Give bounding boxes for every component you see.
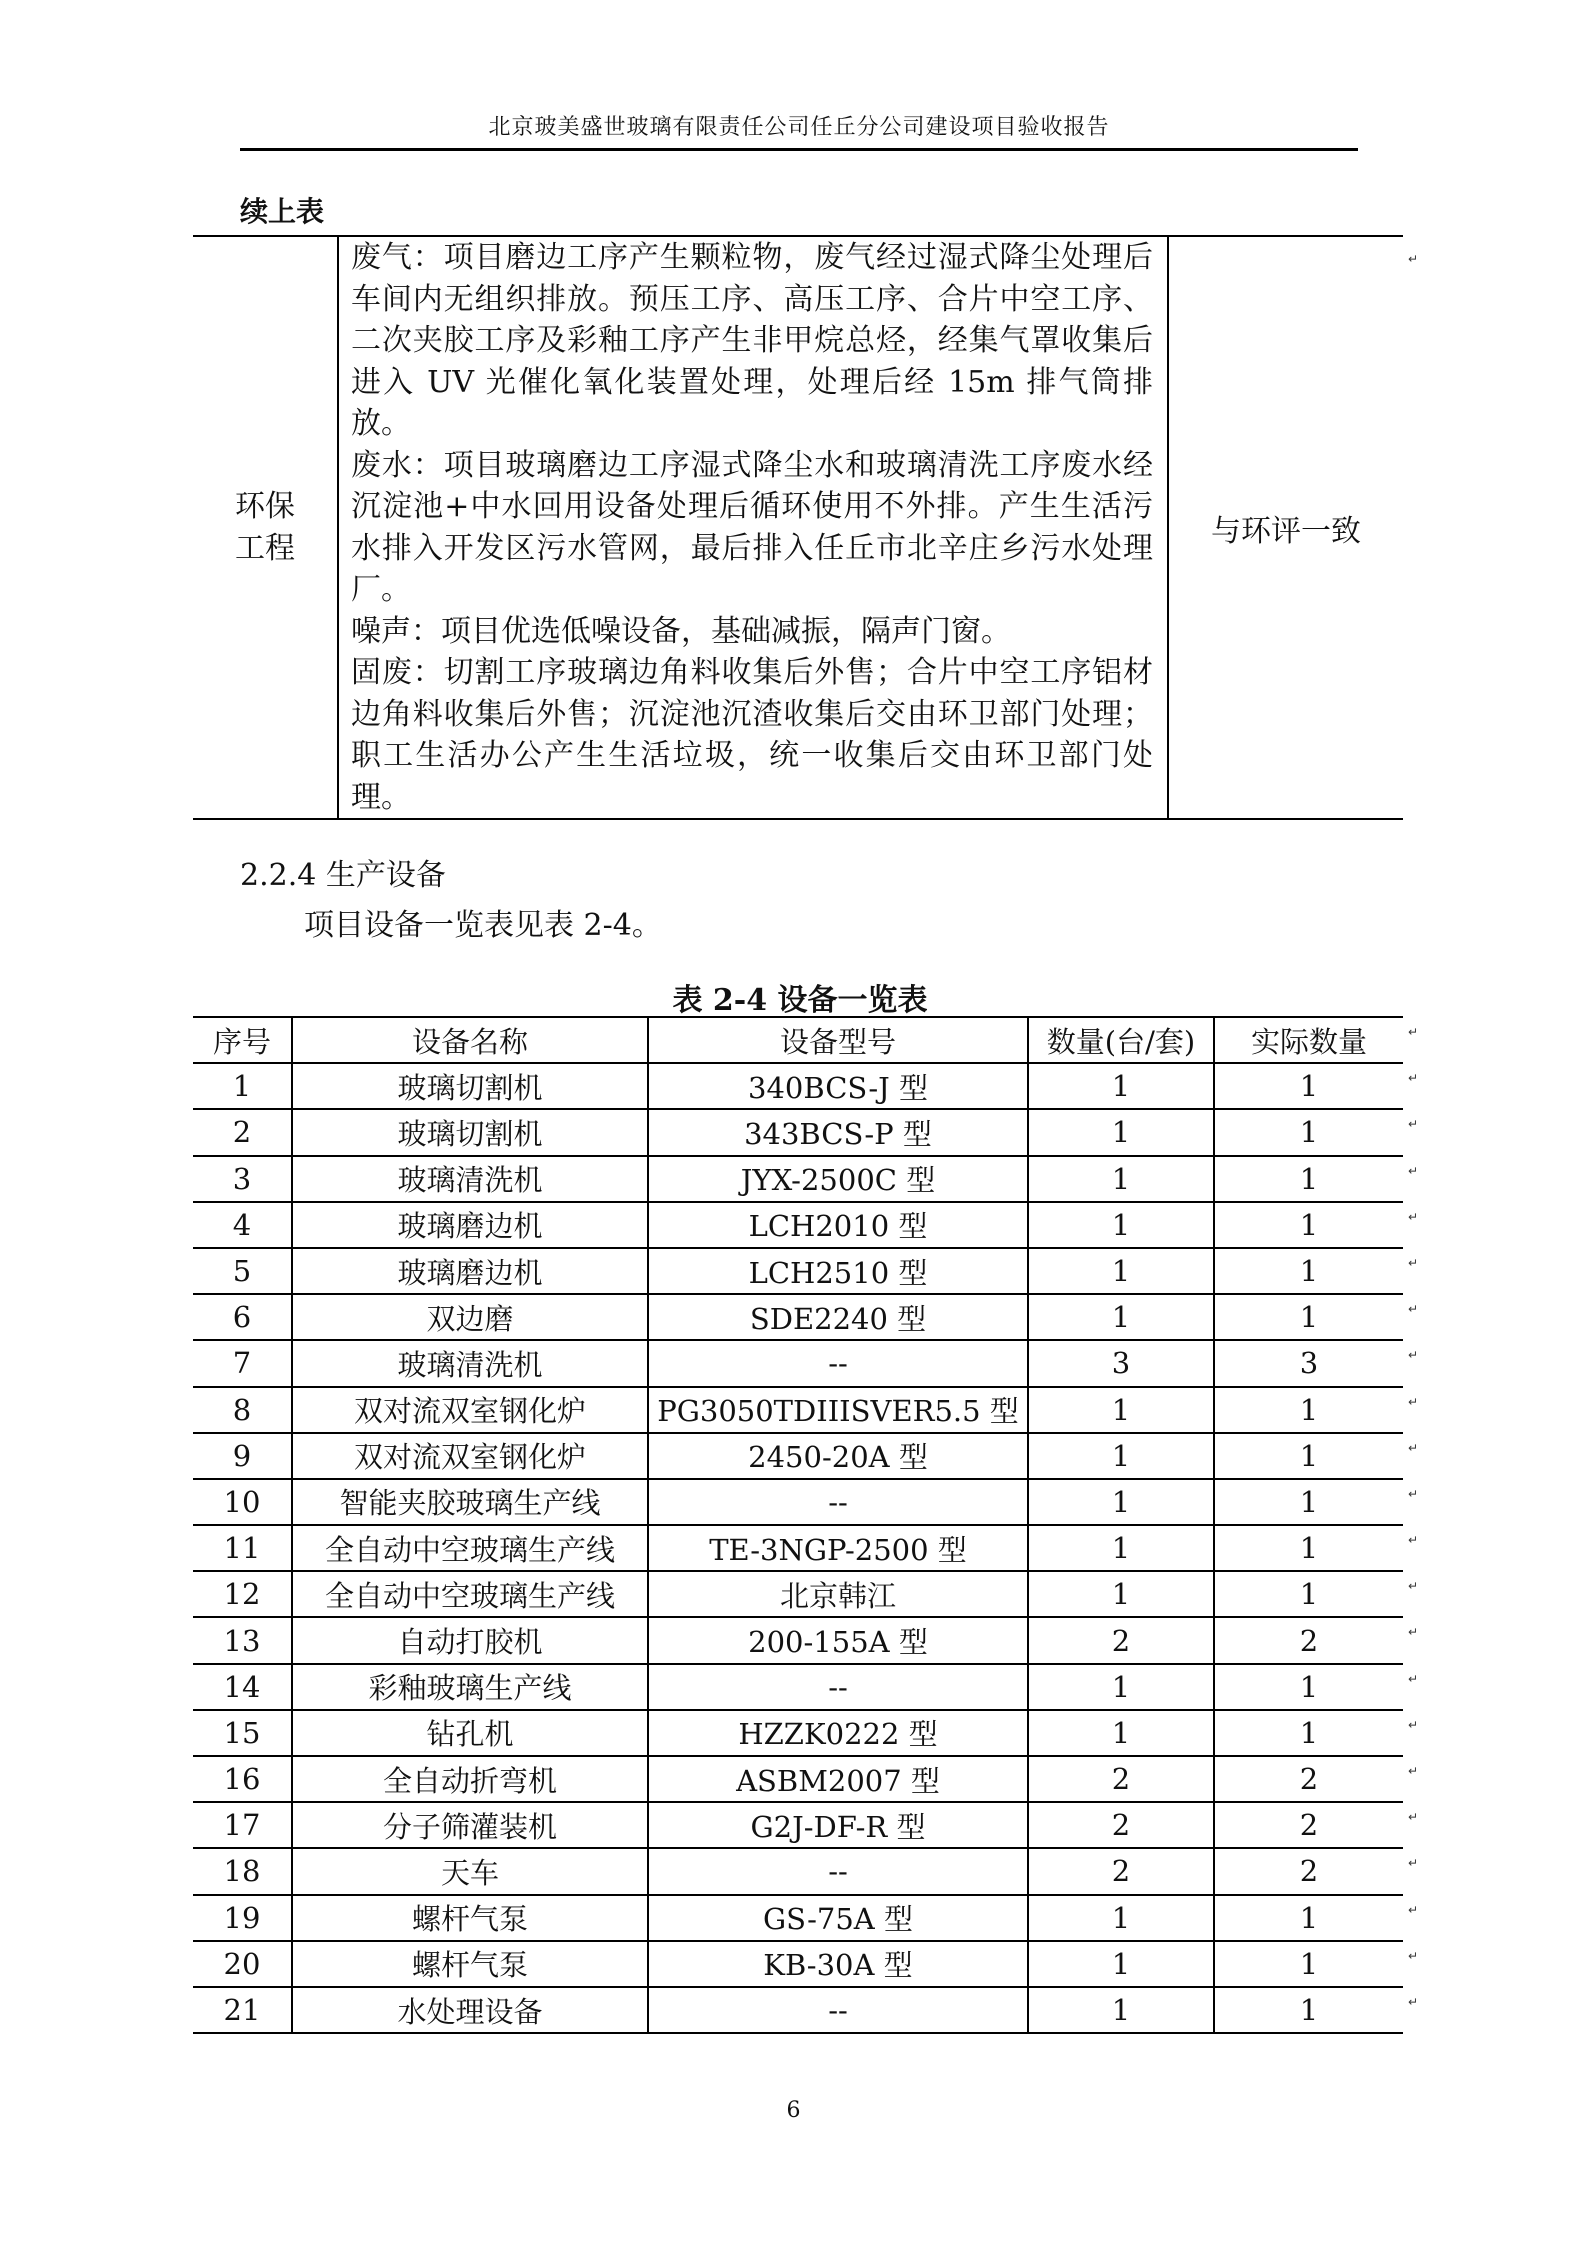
cell-model: HZZK0222 型	[648, 1710, 1028, 1756]
return-mark: ↵	[1408, 1764, 1419, 1778]
cell-model: PG3050TDIIISVER5.5 型	[648, 1387, 1028, 1433]
page-number: 6	[786, 2098, 801, 2123]
table-row	[193, 1433, 1403, 1479]
cell-no: 20	[193, 1941, 292, 1987]
table-row	[193, 1202, 1403, 1248]
cell-actual-quantity: 2	[1214, 1848, 1403, 1894]
cell-quantity: 2	[1028, 1802, 1214, 1848]
cell-model: --	[648, 1987, 1028, 2033]
cell-model: 200-155A 型	[648, 1617, 1028, 1663]
cell-name: 天车	[292, 1848, 648, 1894]
cell-quantity: 1	[1028, 1987, 1214, 2033]
cell-no: 7	[193, 1340, 292, 1386]
cell-quantity: 1	[1028, 1941, 1214, 1987]
cell-actual-quantity: 1	[1214, 1433, 1403, 1479]
return-mark: ↵	[1408, 1348, 1419, 1363]
cell-quantity: 1	[1028, 1156, 1214, 1202]
equipment-table-header-row	[193, 1017, 1403, 1063]
table-row	[193, 1387, 1403, 1433]
cell-quantity: 1	[1028, 1664, 1214, 1710]
return-mark: ↵	[1408, 1117, 1419, 1132]
return-mark: ↵	[1408, 1533, 1419, 1548]
cell-model: 343BCS-P 型	[648, 1109, 1028, 1155]
env-paragraph-waste-gas: 废气：项目磨边工序产生颗粒物，废气经过湿式降尘处理后车间内无组织排放。预压工序、高压工序、合片中空工序、二次夹胶工序及彩釉工序产生非甲烷总烃，经集气罩收集后进入 UV 光催化氧化装置处理，处理后经 15m 排气筒排放。	[351, 240, 1153, 441]
cell-name: 玻璃切割机	[292, 1109, 648, 1155]
header-quantity: 数量(台/套)	[1028, 1017, 1214, 1063]
return-mark: ↵	[1408, 1671, 1419, 1686]
cell-actual-quantity: 2	[1214, 1617, 1403, 1663]
cell-name: 玻璃切割机	[292, 1063, 648, 1109]
return-mark: ↵	[1408, 1625, 1419, 1640]
cell-name: 玻璃清洗机	[292, 1340, 648, 1386]
cell-quantity: 1	[1028, 1433, 1214, 1479]
cell-no: 10	[193, 1479, 292, 1525]
table-row	[193, 1294, 1403, 1340]
cell-actual-quantity: 1	[1214, 1202, 1403, 1248]
cell-name: 玻璃磨边机	[292, 1202, 648, 1248]
env-paragraph-solid-waste: 固废：切割工序玻璃边角料收集后外售；合片中空工序铝材边角料收集后外售；沉淀池沉渣收集后交由环卫部门处理；职工生活办公产生生活垃圾，统一收集后交由环卫部门处理。	[351, 655, 1153, 815]
cell-quantity: 2	[1028, 1848, 1214, 1894]
cell-model: TE-3NGP-2500 型	[648, 1525, 1028, 1571]
cell-actual-quantity: 1	[1214, 1525, 1403, 1571]
return-mark: ↵	[1408, 252, 1419, 266]
table-row	[193, 1848, 1403, 1894]
table-row	[193, 1525, 1403, 1571]
cell-actual-quantity: 1	[1214, 1387, 1403, 1433]
cell-quantity: 1	[1028, 1571, 1214, 1617]
table-row	[193, 1248, 1403, 1294]
cell-no: 1	[193, 1063, 292, 1109]
header-model: 设备型号	[648, 1017, 1028, 1063]
cell-quantity: 1	[1028, 1387, 1214, 1433]
cell-quantity: 1	[1028, 1063, 1214, 1109]
table-row	[193, 1895, 1403, 1941]
cell-actual-quantity: 1	[1214, 1109, 1403, 1155]
cell-no: 16	[193, 1756, 292, 1802]
cell-quantity: 1	[1028, 1294, 1214, 1340]
cell-quantity: 2	[1028, 1617, 1214, 1663]
section-intro: 项目设备一览表见表 2-4。	[304, 908, 662, 943]
cell-quantity: 1	[1028, 1109, 1214, 1155]
table-row	[193, 1571, 1403, 1617]
cell-name: 彩釉玻璃生产线	[292, 1664, 648, 1710]
env-paragraph-waste-water: 废水：项目玻璃磨边工序湿式降尘水和玻璃清洗工序废水经沉淀池+中水回用设备处理后循环使用不外排。产生生活污水排入开发区污水管网，最后排入任丘市北辛庄乡污水处理厂。	[351, 447, 1153, 607]
cell-model: 北京韩江	[648, 1571, 1028, 1617]
cell-model: --	[648, 1340, 1028, 1386]
cell-model: JYX-2500C 型	[648, 1156, 1028, 1202]
cell-actual-quantity: 1	[1214, 1571, 1403, 1617]
env-protection-row	[193, 236, 1403, 819]
cell-actual-quantity: 1	[1214, 1710, 1403, 1756]
cell-name: 全自动中空玻璃生产线	[292, 1571, 648, 1617]
section-heading: 2.2.4 生产设备	[240, 858, 446, 893]
cell-quantity: 3	[1028, 1340, 1214, 1386]
table-row	[193, 1710, 1403, 1756]
cell-no: 3	[193, 1156, 292, 1202]
env-measures-cell	[338, 236, 1168, 819]
cell-name: 全自动中空玻璃生产线	[292, 1525, 648, 1571]
env-result-cell: 与环评一致	[1168, 236, 1403, 819]
return-mark: ↵	[1408, 1948, 1419, 1963]
cell-no: 9	[193, 1433, 292, 1479]
header-actual-quantity: 实际数量	[1214, 1017, 1403, 1063]
return-mark: ↵	[1408, 1025, 1419, 1039]
cell-quantity: 2	[1028, 1756, 1214, 1802]
cell-model: 2450-20A 型	[648, 1433, 1028, 1479]
cell-actual-quantity: 3	[1214, 1340, 1403, 1386]
env-project-name-text: 环保 工程	[235, 488, 295, 566]
cell-no: 8	[193, 1387, 292, 1433]
cell-no: 2	[193, 1109, 292, 1155]
cell-name: 双边磨	[292, 1294, 648, 1340]
cell-name: 双对流双室钢化炉	[292, 1433, 648, 1479]
return-mark: ↵	[1408, 1255, 1419, 1270]
return-mark: ↵	[1408, 1302, 1419, 1317]
table-row	[193, 1802, 1403, 1848]
table-row	[193, 1156, 1403, 1202]
cell-no: 6	[193, 1294, 292, 1340]
cell-actual-quantity: 1	[1214, 1479, 1403, 1525]
return-mark: ↵	[1408, 1440, 1419, 1455]
return-mark: ↵	[1408, 1902, 1419, 1917]
table-row	[193, 1756, 1403, 1802]
cell-model: 340BCS-J 型	[648, 1063, 1028, 1109]
cell-model: LCH2510 型	[648, 1248, 1028, 1294]
cell-actual-quantity: 2	[1214, 1756, 1403, 1802]
header-name: 设备名称	[292, 1017, 648, 1063]
cell-name: 全自动折弯机	[292, 1756, 648, 1802]
cell-no: 11	[193, 1525, 292, 1571]
cell-name: 玻璃磨边机	[292, 1248, 648, 1294]
cell-no: 19	[193, 1895, 292, 1941]
cell-model: SDE2240 型	[648, 1294, 1028, 1340]
cell-name: 水处理设备	[292, 1987, 648, 2033]
cell-model: ASBM2007 型	[648, 1756, 1028, 1802]
cell-model: G2J-DF-R 型	[648, 1802, 1028, 1848]
return-mark: ↵	[1408, 1579, 1419, 1594]
cell-quantity: 1	[1028, 1710, 1214, 1756]
cell-name: 双对流双室钢化炉	[292, 1387, 648, 1433]
cell-name: 分子筛灌装机	[292, 1802, 648, 1848]
table-row	[193, 1664, 1403, 1710]
cell-actual-quantity: 1	[1214, 1895, 1403, 1941]
cell-model: --	[648, 1848, 1028, 1894]
cell-name: 智能夹胶玻璃生产线	[292, 1479, 648, 1525]
env-paragraph-noise: 噪声：项目优选低噪设备，基础减振，隔声门窗。	[351, 613, 1011, 649]
cell-quantity: 1	[1028, 1479, 1214, 1525]
table-row	[193, 1617, 1403, 1663]
cell-actual-quantity: 1	[1214, 1248, 1403, 1294]
table-row	[193, 1063, 1403, 1109]
table-row	[193, 1479, 1403, 1525]
cell-name: 螺杆气泵	[292, 1941, 648, 1987]
cell-no: 12	[193, 1571, 292, 1617]
return-mark: ↵	[1408, 1717, 1419, 1732]
cell-name: 自动打胶机	[292, 1617, 648, 1663]
cell-model: --	[648, 1664, 1028, 1710]
cell-quantity: 1	[1028, 1525, 1214, 1571]
continuation-label: 续上表	[240, 195, 325, 228]
header-no: 序号	[193, 1017, 292, 1063]
cell-no: 17	[193, 1802, 292, 1848]
return-mark: ↵	[1408, 1071, 1419, 1086]
return-mark: ↵	[1408, 1856, 1419, 1871]
cell-actual-quantity: 1	[1214, 1063, 1403, 1109]
return-mark: ↵	[1408, 1810, 1419, 1825]
cell-no: 4	[193, 1202, 292, 1248]
return-mark: ↵	[1408, 1486, 1419, 1501]
cell-no: 21	[193, 1987, 292, 2033]
cell-actual-quantity: 1	[1214, 1664, 1403, 1710]
cell-quantity: 1	[1028, 1895, 1214, 1941]
cell-model: GS-75A 型	[648, 1895, 1028, 1941]
cell-no: 18	[193, 1848, 292, 1894]
cell-no: 13	[193, 1617, 292, 1663]
header-rule	[240, 148, 1358, 151]
cell-quantity: 1	[1028, 1202, 1214, 1248]
cell-no: 15	[193, 1710, 292, 1756]
page-header-title: 北京玻美盛世玻璃有限责任公司任丘分公司建设项目验收报告	[488, 115, 1110, 140]
cell-no: 5	[193, 1248, 292, 1294]
table-row	[193, 1987, 1403, 2033]
cell-actual-quantity: 1	[1214, 1941, 1403, 1987]
cell-model: LCH2010 型	[648, 1202, 1028, 1248]
equipment-table-body	[193, 1063, 1403, 2033]
equipment-table	[193, 1016, 1403, 2034]
table-row	[193, 1941, 1403, 1987]
table-row	[193, 1340, 1403, 1386]
equipment-table-title: 表 2-4 设备一览表	[672, 983, 928, 1018]
cell-actual-quantity: 1	[1214, 1294, 1403, 1340]
cell-actual-quantity: 1	[1214, 1987, 1403, 2033]
return-mark: ↵	[1408, 1209, 1419, 1224]
env-protection-table	[193, 235, 1403, 820]
table-row	[193, 1109, 1403, 1155]
env-project-name	[193, 236, 338, 819]
cell-name: 玻璃清洗机	[292, 1156, 648, 1202]
cell-model: KB-30A 型	[648, 1941, 1028, 1987]
cell-no: 14	[193, 1664, 292, 1710]
cell-quantity: 1	[1028, 1248, 1214, 1294]
return-mark: ↵	[1408, 1394, 1419, 1409]
return-mark: ↵	[1408, 1994, 1419, 2009]
cell-model: --	[648, 1479, 1028, 1525]
return-mark: ↵	[1408, 1163, 1419, 1178]
cell-actual-quantity: 2	[1214, 1802, 1403, 1848]
cell-name: 螺杆气泵	[292, 1895, 648, 1941]
cell-actual-quantity: 1	[1214, 1156, 1403, 1202]
cell-name: 钻孔机	[292, 1710, 648, 1756]
